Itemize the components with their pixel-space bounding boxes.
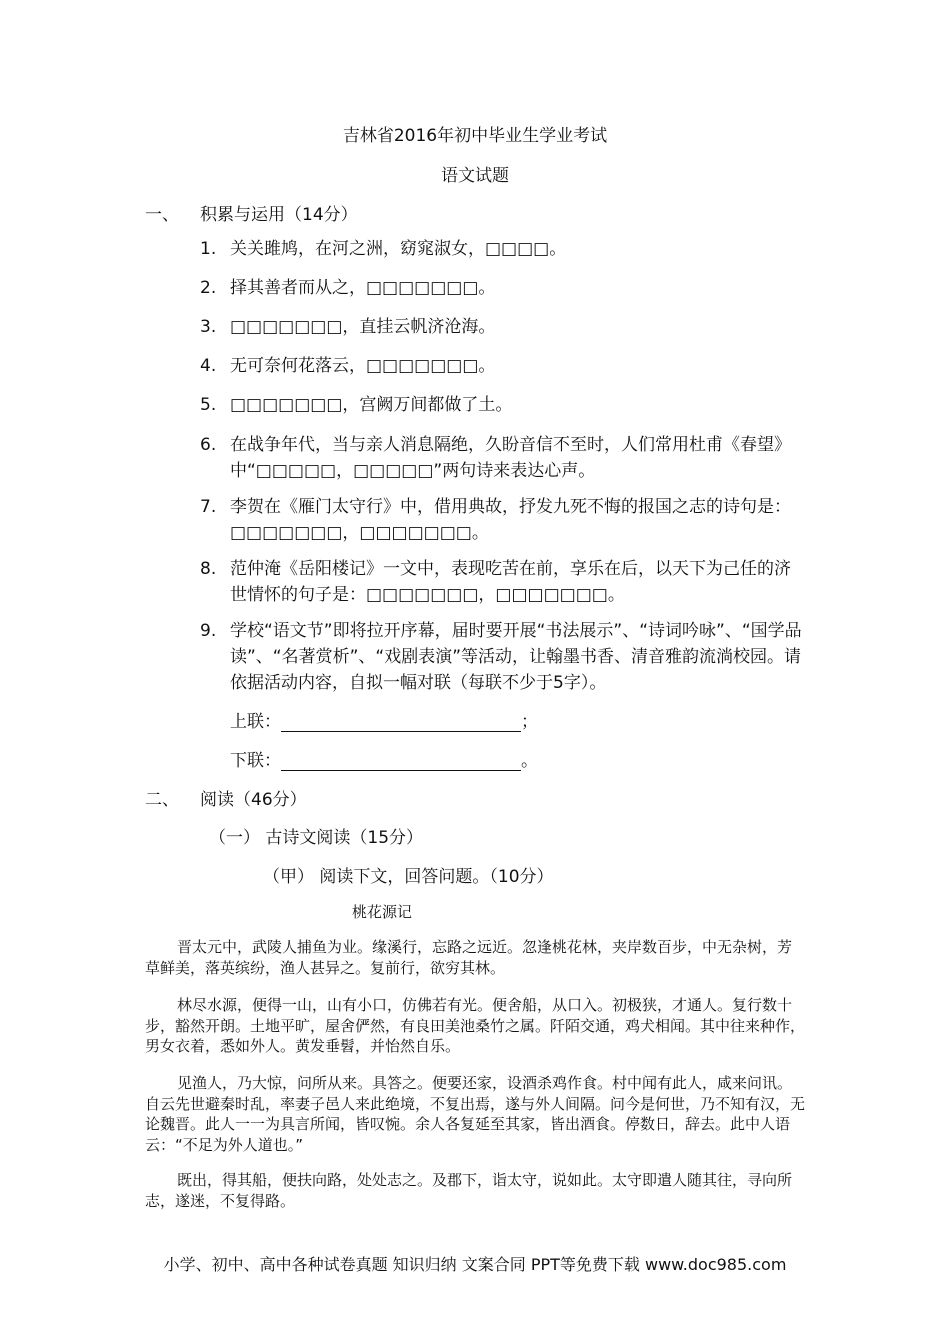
question-text: 无可奈何花落云，□□□□□□□。 xyxy=(230,356,496,376)
question-number: 6. xyxy=(200,435,217,455)
question-number: 4. xyxy=(200,356,217,376)
question-number: 8. xyxy=(200,559,217,579)
part1-title: 积累与运用（14分） xyxy=(200,205,358,225)
question-text: 在战争年代，当与亲人消息隔绝，久盼音信不至时，人们常用杜甫《春望》中“□□□□□，□□□□□”两句诗来表达心声。 xyxy=(230,435,783,481)
subsection-ancient-poetry: （一） 古诗文阅读（15分） xyxy=(209,828,424,848)
lower-couplet-row xyxy=(230,746,538,771)
subject-title: 语文试题 xyxy=(441,166,509,186)
part2-title: 阅读（46分） xyxy=(200,790,307,810)
question-text: 关关雎鸠，在河之洲，窈窕淑女，□□□□。 xyxy=(230,239,567,259)
upper-couplet-row xyxy=(230,707,538,732)
exam-title: 吉林省2016年初中毕业生学业考试 xyxy=(342,126,608,146)
passage-paragraph: 既出，得其船，便扶向路，处处志之。及郡下，诣太守，说如此。太守即遣人随其往，寻向所志，遂迷，不复得路。 xyxy=(145,1171,793,1210)
footer-ad: 小学、初中、高中各种试卷真题 知识归纳 文案合同 PPT等免费下载 www.doc985.com xyxy=(163,1255,787,1274)
question-text: 范仲淹《岳阳楼记》一文中，表现吃苦在前，享乐在后，以天下为己任的济世情怀的句子是：□□□□□□□，□□□□□□□。 xyxy=(230,559,791,605)
question-number: 5. xyxy=(200,395,217,415)
question-number: 9. xyxy=(200,621,217,641)
lower-couplet-end: 。 xyxy=(521,751,538,771)
upper-couplet-end: ； xyxy=(521,712,538,732)
lower-couplet-label: 下联： xyxy=(230,751,281,771)
question-text: 择其善者而从之，□□□□□□□。 xyxy=(230,278,496,298)
lower-couplet-blank[interactable] xyxy=(281,753,521,771)
part1-number: 一、 xyxy=(145,205,179,225)
passage-title: 桃花源记 xyxy=(352,903,413,921)
subsection-jia: （甲） 阅读下文，回答问题。（10分） xyxy=(263,867,554,887)
question-number: 1. xyxy=(200,239,217,259)
question-text: 李贺在《雁门太守行》中，借用典故，抒发九死不悔的报国之志的诗句是：□□□□□□□，□□□□□□□。 xyxy=(230,497,791,543)
question-number: 3. xyxy=(200,317,217,337)
part2-number: 二、 xyxy=(145,790,179,810)
passage-paragraph: 林尽水源，便得一山，山有小口，仿佛若有光。便舍船，从口入。初极狭，才通人。复行数十步，豁然开朗。土地平旷，屋舍俨然，有良田美池桑竹之属。阡陌交通，鸡犬相闻。其中往来种作，男女衣着，悉如外人。黄发垂髫，并怡然自乐。 xyxy=(145,996,806,1055)
question-text: □□□□□□□，直挂云帆济沧海。 xyxy=(230,317,496,337)
question-text: □□□□□□□，宫阙万间都做了土。 xyxy=(230,395,513,415)
passage-paragraph: 晋太元中，武陵人捕鱼为业。缘溪行，忘路之远近。忽逢桃花林，夹岸数百步，中无杂树，芳草鲜美，落英缤纷，渔人甚异之。复前行，欲穷其林。 xyxy=(145,938,793,977)
upper-couplet-blank[interactable] xyxy=(281,714,521,732)
question-text: 学校“语文节”即将拉开序幕，届时要开展“书法展示”、“诗词吟咏”、“国学品读”、“名著赏析”、“戏剧表演”等活动，让翰墨书香、清音雅韵流淌校园。请依据活动内容，自拟一幅对联（每联不少于5字）。 xyxy=(230,621,802,693)
passage-paragraph: 见渔人，乃大惊，问所从来。具答之。便要还家，设酒杀鸡作食。村中闻有此人，咸来问讯。自云先世避秦时乱，率妻子邑人来此绝境，不复出焉，遂与外人间隔。问今是何世，乃不知有汉，无论魏晋。此人一一为具言所闻，皆叹惋。余人各复延至其家，皆出酒食。停数日，辞去。此中人语云：“不足为外人道也。” xyxy=(145,1074,806,1154)
question-number: 2. xyxy=(200,278,217,298)
upper-couplet-label: 上联： xyxy=(230,712,281,732)
question-number: 7. xyxy=(200,497,217,517)
